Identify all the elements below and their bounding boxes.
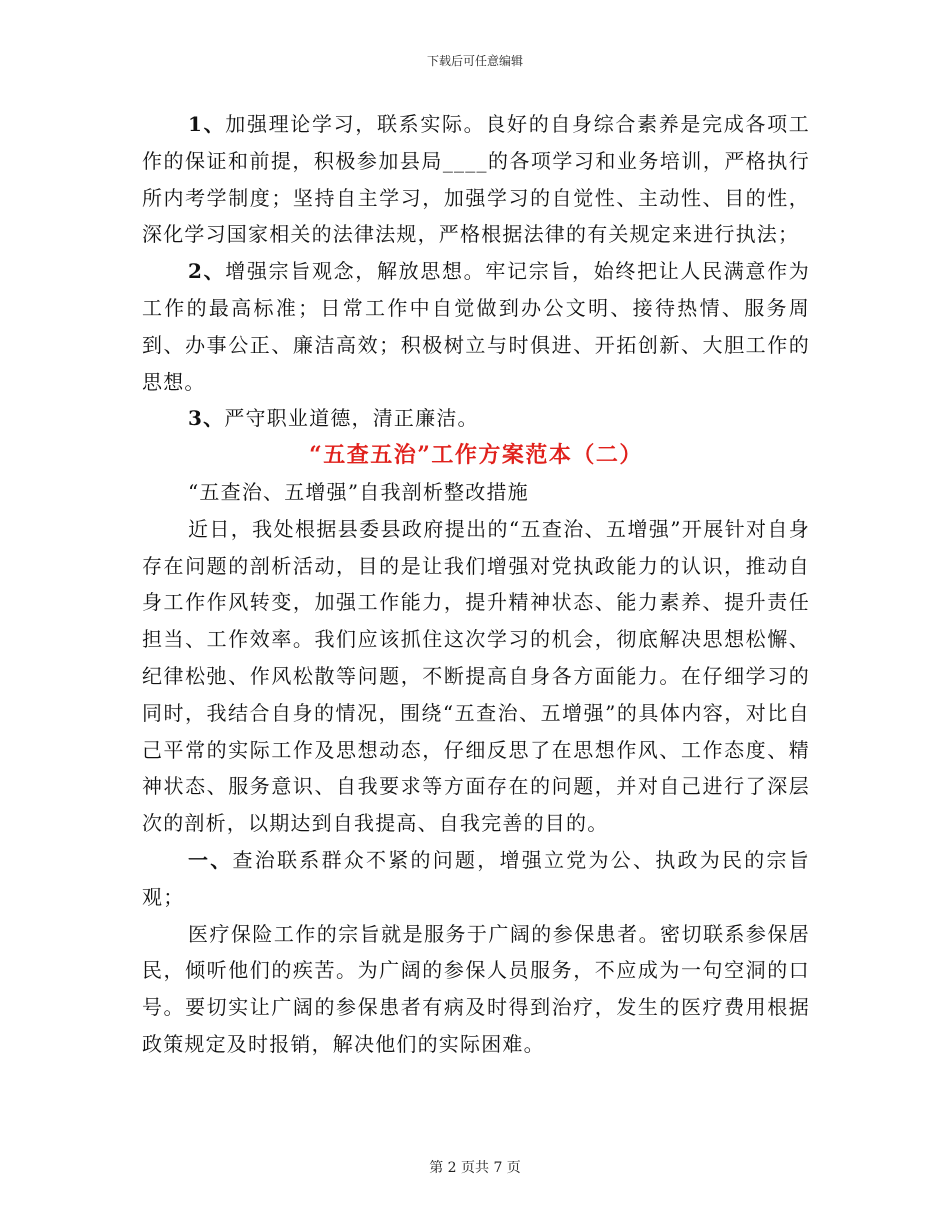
paragraph-2 xyxy=(142,253,810,400)
document-body xyxy=(142,106,810,1063)
paragraph-5 xyxy=(142,842,810,916)
paragraph-4: 近日，我处根据县委县政府提出的“五查治、五增强”开展针对自身存在问题的剖析活动，目的是让我们增强对党执政能力的认识，推动自身工作作风转变，加强工作能力，提升精神状态、能力素养、提升责任担当、工作效率。我们应该抓住这次学习的机会，彻底解决思想松懈、纪律松弛、作风松散等问题，不断提高自身各方面能力。在仔细学习的同时，我结合自身的情况，围绕“五查治、五增强”的具体内容，对比自己平常的实际工作及思想动态，仔细反思了在思想作风、工作态度、精神状态、服务意识、自我要求等方面存在的问题，并对自己进行了深层次的剖析，以期达到自我提高、自我完善的目的。 xyxy=(142,516,810,836)
paragraph-3 xyxy=(142,400,810,437)
paragraph-1-number: 1、 xyxy=(188,112,226,136)
paragraph-2-number: 2、 xyxy=(188,259,226,284)
paragraph-2-text: 增强宗旨观念，解放思想。牢记宗旨，始终把让人民满意作为工作的最高标准；日常工作中自觉做到办公文明、接待热情、服务周到、办事公正、廉洁高效；积极树立与时俱进、开拓创新、大胆工作的思想。 xyxy=(142,259,810,394)
paragraph-6: 医疗保险工作的宗旨就是服务于广阔的参保患者。密切联系参保居民，倾听他们的疾苦。为广阔的参保人员服务，不应成为一句空洞的口号。要切实让广阔的参保患者有病及时得到治疗，发生的医疗费用根据政策规定及时报销，解决他们的实际困难。 xyxy=(142,921,810,1056)
paragraph-3-number: 3、 xyxy=(188,406,225,431)
page-footer: 第 2 页共 7 页 xyxy=(429,1160,521,1176)
paragraph-1-text: 加强理论学习，联系实际。良好的自身综合素养是完成各项工作的保证和前提，积极参加县局____的各项学习和业务培训，严格执行所内考学制度；坚持自主学习，加强学习的自觉性、主动性、目的性，深化学习国家相关的法律法规，严格根据法律的有关规定来进行执法； xyxy=(142,112,810,247)
section-title: “五查五治”工作方案范本（二） xyxy=(309,442,643,469)
paragraph-3-text: 严守职业道德，清正廉洁。 xyxy=(224,406,479,431)
page-header: 下载后可任意编辑 xyxy=(426,54,523,68)
paragraph-5-text: 查治联系群众不紧的问题，增强立党为公、执政为民的宗旨观； xyxy=(142,847,811,909)
section-subtitle: “五查治、五增强”自我剖析整改措施 xyxy=(188,479,529,504)
paragraph-1 xyxy=(142,106,810,253)
paragraph-5-number: 一、 xyxy=(188,847,233,872)
